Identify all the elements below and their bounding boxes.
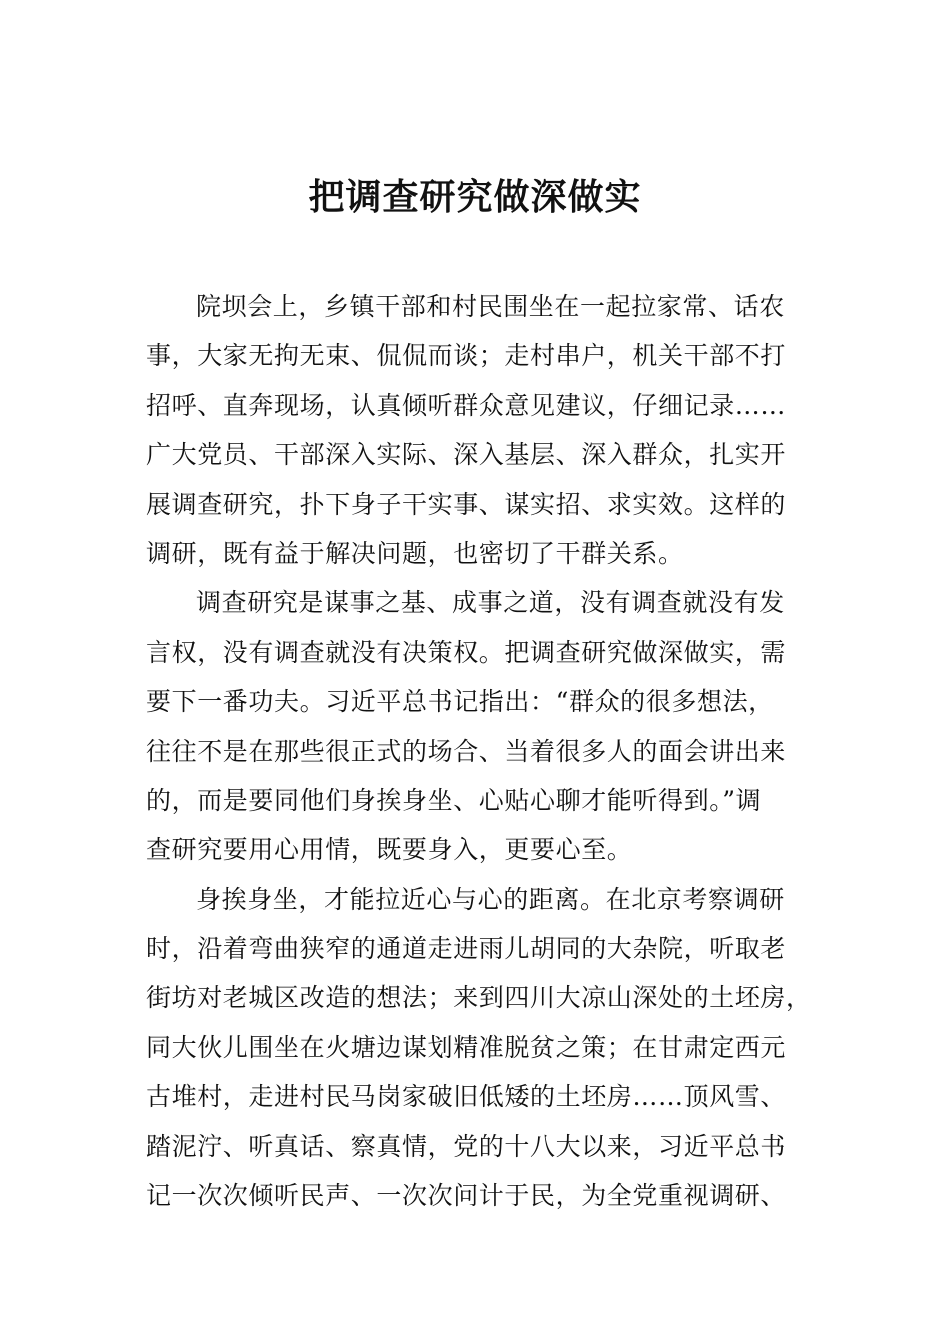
paragraph-3-line-2: 时，沿着弯曲狭窄的通道走进雨儿胡同的大杂院，听取老 bbox=[146, 934, 787, 964]
paragraph-2-line-4: 往往不是在那些很正式的场合、当着很多人的面会讲出来 bbox=[146, 736, 787, 766]
paragraph-1-line-3: 招呼、直奔现场，认真倾听群众意见建议，仔细记录…… bbox=[146, 390, 787, 420]
paragraph-3-line-3: 街坊对老城区改造的想法；来到四川大凉山深处的土坯房， bbox=[146, 983, 812, 1013]
paragraph-2-line-6: 查研究要用心用情，既要身入，更要心至。 bbox=[146, 835, 633, 865]
paragraph-2-line-3: 要下一番功夫。习近平总书记指出：“群众的很多想法， bbox=[146, 687, 774, 717]
paragraph-1-line-2: 事，大家无拘无束、侃侃而谈；走村串户，机关干部不打 bbox=[146, 341, 787, 371]
paragraph-1-line-1: 院坝会上，乡镇干部和村民围坐在一起拉家常、话农 bbox=[196, 292, 785, 321]
paragraph-3-line-1: 身挨身坐，才能拉近心与心的距离。在北京考察调研 bbox=[196, 884, 785, 914]
paragraph-3-line-5: 古堆村，走进村民马岗家破旧低矮的土坯房……顶风雪、 bbox=[146, 1082, 787, 1112]
paragraph-2-line-5: 的，而是要同他们身挨身坐、心贴心聊才能听得到。”调 bbox=[146, 785, 762, 815]
page-title: 把调查研究做深做实 bbox=[308, 176, 642, 218]
paragraph-3-line-7: 记一次次倾听民声、一次次问计于民，为全党重视调研、 bbox=[146, 1181, 787, 1211]
paragraph-1-line-6: 调研，既有益于解决问题，也密切了干群关系。 bbox=[146, 538, 684, 568]
paragraph-1-line-5: 展调查研究，扑下身子干实事、谋实招、求实效。这样的 bbox=[146, 489, 787, 519]
article-body bbox=[146, 282, 812, 1220]
paragraph-3-line-4: 同大伙儿围坐在火塘边谋划精准脱贫之策；在甘肃定西元 bbox=[146, 1032, 787, 1062]
paragraph-1-line-4: 广大党员、干部深入实际、深入基层、深入群众，扎实开 bbox=[146, 440, 787, 470]
paragraph-3-line-6: 踏泥泞、听真话、察真情，党的十八大以来，习近平总书 bbox=[146, 1131, 787, 1161]
paragraph-2-line-2: 言权，没有调查就没有决策权。把调查研究做深做实，需 bbox=[146, 637, 787, 667]
paragraph-2-line-1: 调查研究是谋事之基、成事之道，没有调查就没有发 bbox=[196, 588, 785, 618]
